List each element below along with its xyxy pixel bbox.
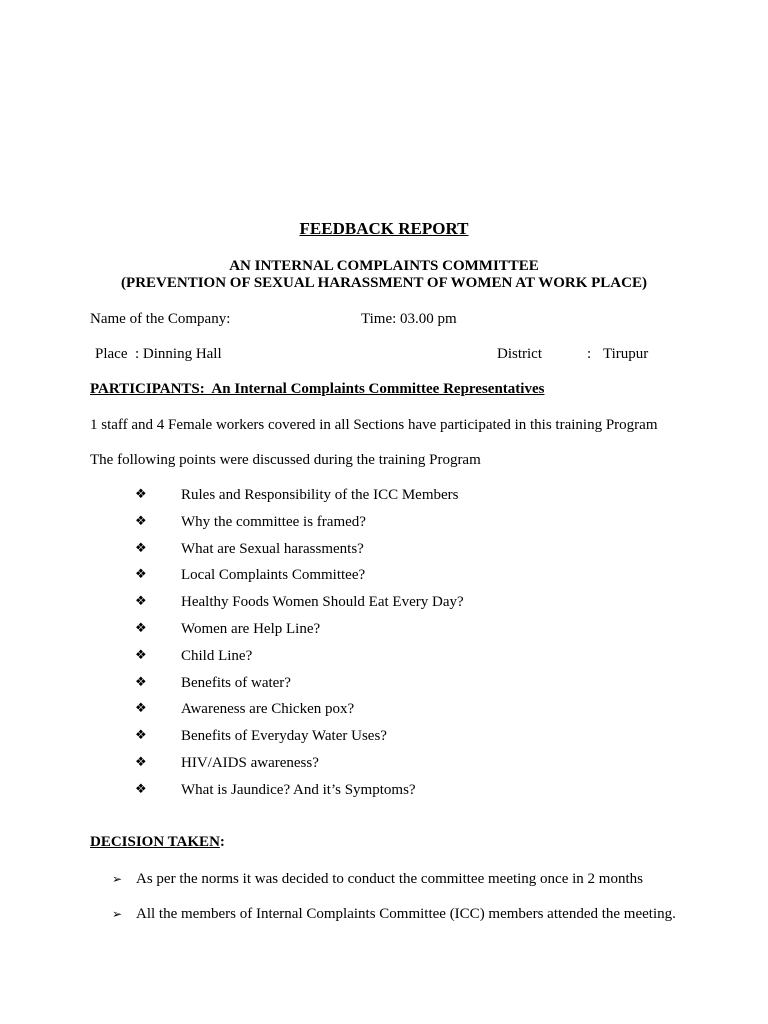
diamond-bullet-icon: ❖ — [135, 674, 147, 690]
discussion-point — [0, 540, 768, 567]
discussion-point-text: What is Jaundice? And it’s Symptoms? — [181, 781, 416, 798]
diamond-bullet-icon: ❖ — [135, 728, 147, 744]
discussion-point-text: Healthy Foods Women Should Eat Every Day? — [181, 594, 464, 611]
meeting-time: Time: 03.00 pm — [361, 311, 457, 327]
diamond-bullet-icon: ❖ — [135, 647, 147, 663]
discussion-point-text: Child Line? — [181, 647, 253, 664]
decision-item-text: As per the norms it was decided to conduct the committee meeting once in 2 months — [136, 871, 643, 887]
discussion-point-text: Why the committee is framed? — [181, 513, 366, 530]
discussion-point — [0, 727, 768, 754]
discussion-point-text: Rules and Responsibility of the ICC Members — [181, 487, 459, 503]
discussion-point-text: Benefits of water? — [181, 674, 291, 691]
committee-purpose: (PREVENTION OF SEXUAL HARASSMENT OF WOMEN AT WORK PLACE) — [121, 275, 647, 291]
diamond-bullet-icon: ❖ — [135, 620, 147, 636]
decision-heading-colon: : — [219, 834, 225, 850]
discussion-point — [0, 593, 768, 620]
discussion-point-text: HIV/AIDS awareness? — [181, 754, 319, 771]
diamond-bullet-icon: ❖ — [135, 540, 147, 556]
decision-heading-block — [90, 833, 225, 851]
participants-coverage: 1 staff and 4 Female workers covered in all Sections have participated in this training Program — [90, 417, 658, 433]
diamond-bullet-icon: ❖ — [135, 754, 147, 770]
diamond-bullet-icon: ❖ — [135, 594, 147, 610]
arrow-bullet-icon: ➢ — [112, 872, 123, 886]
discussion-intro: The following points were discussed during the training Program — [90, 452, 481, 468]
district-value: Tirupur — [603, 346, 649, 362]
district-colon: : — [587, 346, 592, 362]
diamond-bullet-icon: ❖ — [135, 513, 147, 529]
report-title: FEEDBACK REPORT — [299, 219, 469, 238]
diamond-bullet-icon: ❖ — [135, 567, 147, 583]
arrow-bullet-icon: ➢ — [112, 907, 123, 921]
diamond-bullet-icon: ❖ — [135, 781, 147, 797]
decision-item-text: All the members of Internal Complaints Committee (ICC) members attended the meeting. — [136, 906, 676, 922]
committee-name: AN INTERNAL COMPLAINTS COMMITTEE — [229, 258, 539, 274]
discussion-point — [0, 513, 768, 540]
company-label: Name of the Company: — [90, 311, 231, 327]
decision-heading: DECISION TAKEN — [90, 834, 220, 850]
discussion-point-text: Benefits of Everyday Water Uses? — [181, 728, 387, 745]
meeting-place: Place : Dinning Hall — [95, 346, 222, 362]
discussion-point — [0, 674, 768, 701]
district-label: District — [497, 346, 542, 362]
decision-item — [0, 870, 768, 905]
discussion-point — [0, 566, 768, 593]
diamond-bullet-icon: ❖ — [135, 701, 147, 717]
discussion-point — [0, 620, 768, 647]
discussion-point-text: Awareness are Chicken pox? — [181, 701, 355, 718]
discussion-point-text: What are Sexual harassments? — [181, 540, 364, 557]
discussion-point — [0, 486, 768, 513]
discussion-point — [0, 647, 768, 674]
discussion-points-list — [0, 486, 768, 808]
discussion-point — [0, 754, 768, 781]
decision-item — [0, 905, 768, 940]
decision-list — [0, 870, 768, 940]
participants-heading: PARTICIPANTS: An Internal Complaints Committee Representatives — [90, 381, 545, 397]
diamond-bullet-icon: ❖ — [135, 487, 147, 502]
discussion-point-text: Local Complaints Committee? — [181, 567, 366, 584]
discussion-point-text: Women are Help Line? — [181, 620, 321, 637]
discussion-point — [0, 781, 768, 808]
discussion-point — [0, 700, 768, 727]
